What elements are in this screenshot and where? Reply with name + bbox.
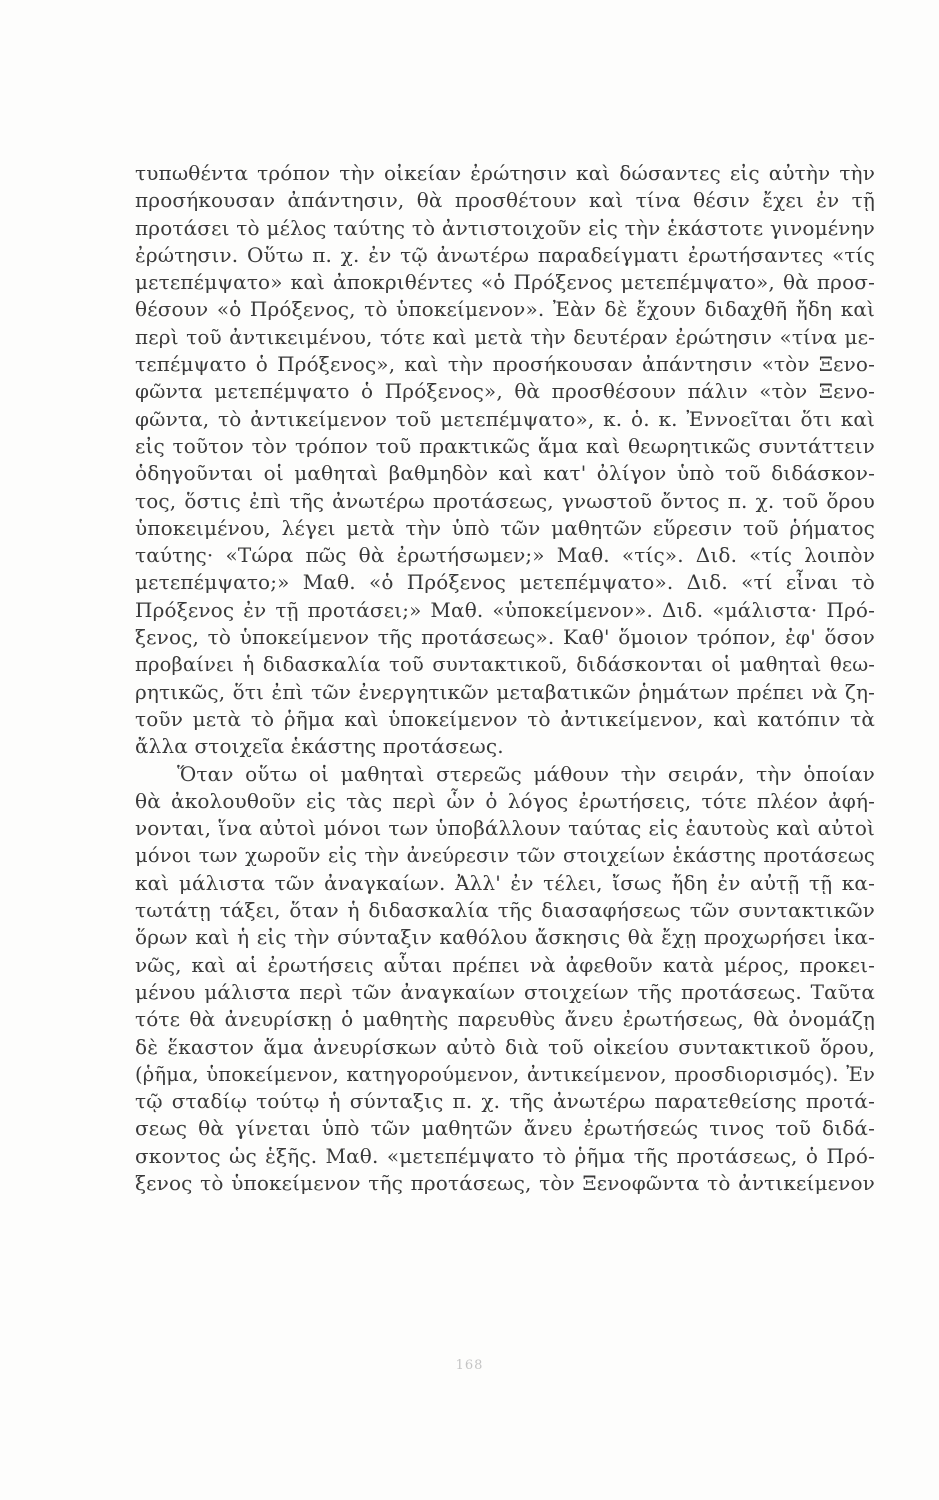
text-line-24: θὰ ἀκολουθοῦν εἰς τὰς περὶ ὧν ὁ λόγος ἐρωτήσεις, τότε πλέον ἀφή- bbox=[135, 788, 875, 813]
text-line-37: σκοντος ὡς ἑξῆς. Μαθ. «μετεπέμψατο τὸ ῥῆμα τῆς προτάσεως, ὁ Πρό- bbox=[135, 1143, 875, 1168]
text-line-35: τῷ σταδίῳ τούτῳ ἡ σύνταξις π. χ. τῆς ἀνωτέρω παρατεθείσης προτά- bbox=[135, 1089, 875, 1114]
text-line-21: τοῦν μετὰ τὸ ῥῆμα καὶ ὑποκείμενον τὸ ἀντικείμενον, καὶ κατόπιν τὰ bbox=[135, 706, 875, 731]
text-line-15: ταύτης· «Τώρα πῶς θὰ ἐρωτήσωμεν;» Μαθ. «τίς». Διδ. «τίς λοιπὸν bbox=[135, 543, 875, 568]
text-line-5: μετεπέμψατο» καὶ ἀποκριθέντες «ὁ Πρόξενος μετεπέμψατο», θὰ προσ- bbox=[135, 270, 875, 295]
text-line-14: ὑποκειμένου, λέγει μετὰ τὴν ὑπὸ τῶν μαθητῶν εὕρεσιν τοῦ ῥήματος bbox=[135, 515, 875, 540]
text-line-29: ὅρων καὶ ἡ εἰς τὴν σύνταξιν καθόλου ἄσκησις θὰ ἔχῃ προχωρήσει ἱκα- bbox=[135, 925, 875, 950]
text-line-33: δὲ ἕκαστον ἅμα ἀνευρίσκων αὐτὸ διὰ τοῦ οἰκείου συντακτικοῦ ὅρου, bbox=[135, 1034, 875, 1059]
text-line-30: νῶς, καὶ αἱ ἐρωτήσεις αὗται πρέπει νὰ ἀφεθοῦν κατὰ μέρος, προκει- bbox=[135, 952, 875, 977]
text-line-12: ὁδηγοῦνται οἱ μαθηταὶ βαθμηδὸν καὶ κατ' ὀλίγον ὑπὸ τοῦ διδάσκον- bbox=[135, 461, 875, 486]
text-line-22: ἄλλα στοιχεῖα ἑκάστης προτάσεως. bbox=[135, 734, 504, 759]
text-line-13: τος, ὅστις ἐπὶ τῆς ἀνωτέρω προτάσεως, γνωστοῦ ὄντος π. χ. τοῦ ὅρου bbox=[135, 488, 875, 513]
text-line-7: περὶ τοῦ ἀντικειμένου, τότε καὶ μετὰ τὴν δευτέραν ἐρώτησιν «τίνα με- bbox=[135, 324, 875, 349]
text-line-3: προτάσει τὸ μέλος ταύτης τὸ ἀντιστοιχοῦν εἰς τὴν ἑκάστοτε γινομένην bbox=[135, 215, 875, 240]
text-line-8: τεπέμψατο ὁ Πρόξενος», καὶ τὴν προσήκουσαν ἀπάντησιν «τὸν Ξενο- bbox=[135, 352, 875, 377]
text-line-34: (ῥῆμα, ὑποκείμενον, κατηγορούμενον, ἀντικείμενον, προσδιορισμός). Ἐν bbox=[135, 1062, 875, 1086]
text-line-4: ἐρώτησιν. Οὕτω π. χ. ἐν τῷ ἀνωτέρω παραδείγματι ἐρωτήσαντες «τίς bbox=[135, 242, 875, 267]
text-line-36: σεως θὰ γίνεται ὑπὸ τῶν μαθητῶν ἄνευ ἐρωτήσεώς τινος τοῦ διδά- bbox=[135, 1116, 875, 1141]
text-line-31: μένου μάλιστα περὶ τῶν ἀναγκαίων στοιχείων τῆς προτάσεως. Ταῦτα bbox=[135, 979, 875, 1004]
page-number: 168 bbox=[455, 1358, 484, 1373]
text-line-19: προβαίνει ἡ διδασκαλία τοῦ συντακτικοῦ, διδάσκονται οἱ μαθηταὶ θεω- bbox=[135, 653, 875, 677]
body-text bbox=[135, 160, 875, 1197]
text-line-25: νονται, ἵνα αὐτοὶ μόνοι των ὑποβάλλουν ταύτας εἰς ἑαυτοὺς καὶ αὐτοὶ bbox=[135, 816, 875, 841]
text-line-27: καὶ μάλιστα τῶν ἀναγκαίων. Ἀλλ' ἐν τέλει, ἴσως ἤδη ἐν αὐτῇ τῇ κα- bbox=[135, 870, 875, 895]
text-line-17: Πρόξενος ἐν τῇ προτάσει;» Μαθ. «ὑποκείμενον». Διδ. «μάλιστα· Πρό- bbox=[135, 597, 875, 622]
text-line-26: μόνοι των χωροῦν εἰς τὴν ἀνεύρεσιν τῶν στοιχείων ἑκάστης προτάσεως bbox=[135, 844, 875, 868]
text-line-1: τυπωθέντα τρόπον τὴν οἰκείαν ἐρώτησιν καὶ δώσαντες εἰς αὐτὴν τὴν bbox=[135, 161, 875, 185]
text-line-2: προσήκουσαν ἀπάντησιν, θὰ προσθέτουν καὶ τίνα θέσιν ἔχει ἐν τῇ bbox=[135, 188, 875, 213]
text-line-28: τωτάτῃ τάξει, ὅταν ἡ διδασκαλία τῆς διασαφήσεως τῶν συντακτικῶν bbox=[135, 898, 875, 923]
text-line-38: ξενος τὸ ὑποκείμενον τῆς προτάσεως, τὸν Ξενοφῶντα τὸ ἀντικείμενον bbox=[135, 1170, 875, 1195]
text-line-9: φῶντα μετεπέμψατο ὁ Πρόξενος», θὰ προσθέσουν πάλιν «τὸν Ξενο- bbox=[135, 379, 875, 404]
text-line-6: θέσουν «ὁ Πρόξενος, τὸ ὑποκείμενον». Ἐὰν δὲ ἔχουν διδαχθῆ ἤδη καὶ bbox=[135, 297, 875, 322]
text-line-16: μετεπέμψατο;» Μαθ. «ὁ Πρόξενος μετεπέμψατο». Διδ. «τί εἶναι τὸ bbox=[135, 570, 875, 595]
text-line-11: εἰς τοῦτον τὸν τρόπον τοῦ πρακτικῶς ἅμα καὶ θεωρητικῶς συντάττειν bbox=[135, 433, 875, 458]
text-line-10: φῶντα, τὸ ἀντικείμενον τοῦ μετεπέμψατο», κ. ὁ. κ. Ἐννοεῖται ὅτι καὶ bbox=[135, 406, 875, 431]
text-line-20: ρητικῶς, ὅτι ἐπὶ τῶν ἐνεργητικῶν μεταβατικῶν ῥημάτων πρέπει νὰ ζη- bbox=[135, 679, 875, 704]
text-line-32: τότε θὰ ἀνευρίσκῃ ὁ μαθητὴς παρευθὺς ἄνευ ἐρωτήσεως, θὰ ὀνομάζῃ bbox=[135, 1007, 875, 1032]
text-line-23: Ὅταν οὕτω οἱ μαθηταὶ στερεῶς μάθουν τὴν σειράν, τὴν ὁποίαν bbox=[177, 761, 875, 786]
text-line-18: ξενος, τὸ ὑποκείμενον τῆς προτάσεως». Καθ' ὅμοιον τρόπον, ἐφ' ὅσον bbox=[135, 625, 875, 650]
